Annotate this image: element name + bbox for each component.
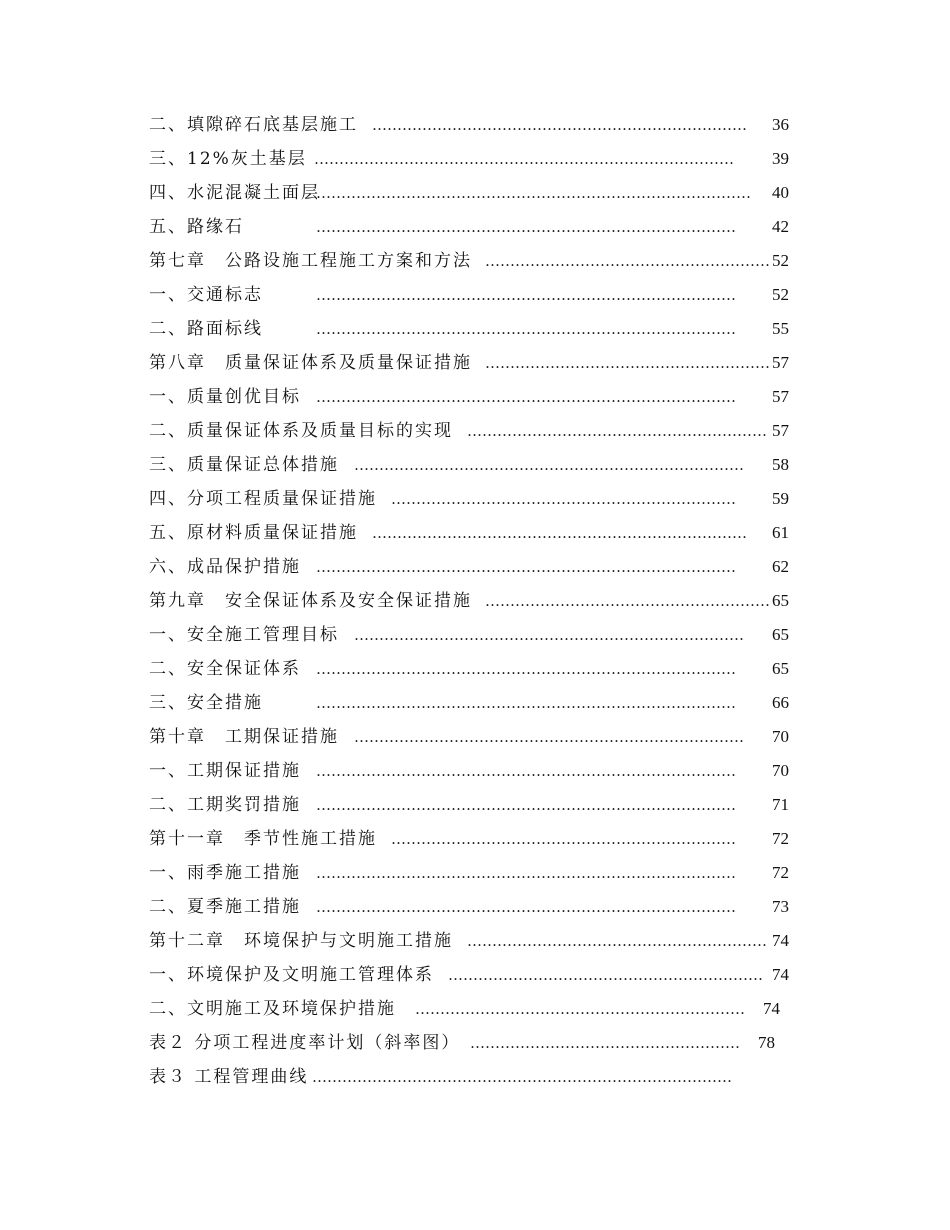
toc-leader-dots: …………………………………………………………………… <box>354 728 744 746</box>
toc-entry-page: 78 <box>758 1033 775 1052</box>
toc-entry-title: 表３ 工程管理曲线 <box>149 1067 309 1087</box>
toc-leader-dots: ……………………………………………………… <box>448 966 763 984</box>
toc-entry-title: 一、质量创优目标 <box>149 387 301 407</box>
toc-entry-page: 71 <box>772 795 789 814</box>
toc-leader-dots: ………………………………………………………………………… <box>312 1068 732 1086</box>
toc-entry[interactable] <box>149 894 789 924</box>
toc-entry-page: 36 <box>772 115 789 134</box>
toc-entry-page: 70 <box>772 727 789 746</box>
toc-entry-page: 65 <box>772 625 789 644</box>
toc-entry-page: 58 <box>772 455 789 474</box>
toc-entry-page: 40 <box>772 183 789 202</box>
toc-leader-dots: …………………………………………………… <box>467 422 767 440</box>
toc-entry[interactable] <box>149 826 789 856</box>
toc-leader-dots: ………………………………………………… <box>485 592 770 610</box>
toc-entry-page: 62 <box>772 557 789 576</box>
toc-entry-title: 二、安全保证体系 <box>149 659 301 679</box>
toc-entry-page: 52 <box>772 285 789 304</box>
toc-entry-page: 70 <box>772 761 789 780</box>
toc-leader-dots: …………………………………………………………………………… <box>316 184 751 202</box>
toc-leader-dots: ………………………………………………………………………… <box>316 218 736 236</box>
toc-entry-page: 57 <box>772 387 789 406</box>
toc-entry-title: 第十一章 季节性施工措施 <box>149 829 377 849</box>
toc-leader-dots: ………………………………………………………………………… <box>316 388 736 406</box>
toc-entry[interactable] <box>149 690 789 720</box>
toc-entry-title: 一、安全施工管理目标 <box>149 625 339 645</box>
toc-entry[interactable] <box>149 928 789 958</box>
toc-leader-dots: ………………………………………………………………………… <box>316 864 736 882</box>
toc-entry-page: 65 <box>772 591 789 610</box>
toc-entry-page: 74 <box>763 999 780 1018</box>
toc-entry-page: 74 <box>772 931 789 950</box>
toc-entry-title: 三、安全措施 <box>149 693 263 713</box>
toc-entry[interactable] <box>149 792 789 822</box>
toc-leader-dots: ………………………………………………………………… <box>372 116 747 134</box>
toc-entry[interactable] <box>149 180 789 210</box>
toc-leader-dots: …………………………………………………… <box>467 932 767 950</box>
toc-leader-dots: ………………………………………………… <box>485 252 770 270</box>
toc-leader-dots: ………………………………………………………………… <box>372 524 747 542</box>
toc-entry-page: 52 <box>772 251 789 270</box>
toc-entry[interactable] <box>149 656 789 686</box>
toc-entry[interactable] <box>149 962 789 992</box>
toc-entry-title: 表２ 分项工程进度率计划（斜率图） <box>149 1033 461 1053</box>
toc-entry-page: 61 <box>772 523 789 542</box>
toc-leader-dots: ………………………………………………………………………… <box>316 694 736 712</box>
toc-entry-page: 66 <box>772 693 789 712</box>
toc-entry[interactable] <box>149 724 789 754</box>
toc-entry-page: 73 <box>772 897 789 916</box>
toc-entry-title: 四、分项工程质量保证措施 <box>149 489 377 509</box>
toc-entry-title: 二、工期奖罚措施 <box>149 795 301 815</box>
toc-entry-title: 二、夏季施工措施 <box>149 897 301 917</box>
toc-entry-title: 二、质量保证体系及质量目标的实现 <box>149 421 453 441</box>
toc-leader-dots: ………………………………………………………………………… <box>314 150 734 168</box>
toc-entry-title: 第九章 安全保证体系及安全保证措施 <box>149 591 472 611</box>
toc-entry[interactable] <box>149 316 789 346</box>
toc-entry-page: 42 <box>772 217 789 236</box>
toc-entry[interactable] <box>149 554 789 584</box>
toc-leader-dots: ………………………………………………………………………… <box>316 898 736 916</box>
toc-entry[interactable] <box>149 146 789 176</box>
toc-entry[interactable] <box>149 112 789 142</box>
toc-entry-page: 57 <box>772 353 789 372</box>
toc-leader-dots: …………………………………………………………………… <box>354 626 744 644</box>
toc-entry-title: 四、水泥混凝土面层 <box>149 183 320 203</box>
toc-leader-dots: ………………………………………………………………………… <box>316 762 736 780</box>
toc-entry-page: 72 <box>772 829 789 848</box>
toc-entry[interactable] <box>149 520 789 550</box>
toc-entry[interactable] <box>149 350 789 380</box>
toc-leader-dots: ………………………………………………………… <box>415 1000 745 1018</box>
toc-entry-page: 57 <box>772 421 789 440</box>
toc-entry[interactable] <box>149 214 789 244</box>
toc-leader-dots: ………………………………………………………………………… <box>316 796 736 814</box>
toc-entry[interactable] <box>149 384 789 414</box>
toc-entry-title: 五、原材料质量保证措施 <box>149 523 358 543</box>
toc-leader-dots: ………………………………………………………………………… <box>316 320 736 338</box>
toc-entry-title: 第七章 公路设施工程施工方案和方法 <box>149 251 472 271</box>
toc-leader-dots: …………………………………………………………… <box>391 830 736 848</box>
toc-entry-page: 72 <box>772 863 789 882</box>
toc-entry[interactable] <box>149 452 789 482</box>
toc-leader-dots: ………………………………………………… <box>485 354 770 372</box>
toc-leader-dots: …………………………………………………………… <box>391 490 736 508</box>
toc-entry[interactable] <box>149 248 789 278</box>
toc-leader-dots: ……………………………………………… <box>470 1034 740 1052</box>
toc-entry[interactable] <box>149 1064 789 1094</box>
toc-entry[interactable] <box>149 486 789 516</box>
toc-entry-page: 65 <box>772 659 789 678</box>
toc-entry-title: 一、工期保证措施 <box>149 761 301 781</box>
toc-entry-title: 三、12%灰土基层 <box>149 149 307 169</box>
toc-leader-dots: …………………………………………………………………… <box>354 456 744 474</box>
toc-entry[interactable] <box>149 758 789 788</box>
toc-entry-title: 六、成品保护措施 <box>149 557 301 577</box>
toc-entry-title: 二、路面标线 <box>149 319 263 339</box>
toc-entry[interactable] <box>149 860 789 890</box>
toc-entry-title: 五、路缘石 <box>149 217 244 237</box>
toc-entry-page: 55 <box>772 319 789 338</box>
toc-entry-title: 一、雨季施工措施 <box>149 863 301 883</box>
toc-entry[interactable] <box>149 588 789 618</box>
toc-entry[interactable] <box>149 418 789 448</box>
toc-entry-title: 三、质量保证总体措施 <box>149 455 339 475</box>
toc-leader-dots: ………………………………………………………………………… <box>316 286 736 304</box>
toc-entry-title: 一、交通标志 <box>149 285 263 305</box>
toc-entry-title: 二、填隙碎石底基层施工 <box>149 115 358 135</box>
toc-entry-title: 二、文明施工及环境保护措施 <box>149 999 396 1019</box>
toc-entry-title: 第八章 质量保证体系及质量保证措施 <box>149 353 472 373</box>
toc-entry-title: 第十二章 环境保护与文明施工措施 <box>149 931 453 951</box>
toc-entry-page: 74 <box>772 965 789 984</box>
toc-entry-title: 一、环境保护及文明施工管理体系 <box>149 965 434 985</box>
toc-leader-dots: ………………………………………………………………………… <box>316 558 736 576</box>
toc-entry[interactable] <box>149 622 789 652</box>
toc-entry[interactable] <box>149 996 789 1026</box>
toc-entry[interactable] <box>149 1030 789 1060</box>
toc-entry-title: 第十章 工期保证措施 <box>149 727 339 747</box>
toc-entry-page: 59 <box>772 489 789 508</box>
toc-entry[interactable] <box>149 282 789 312</box>
toc-leader-dots: ………………………………………………………………………… <box>316 660 736 678</box>
toc-entry-page: 39 <box>772 149 789 168</box>
